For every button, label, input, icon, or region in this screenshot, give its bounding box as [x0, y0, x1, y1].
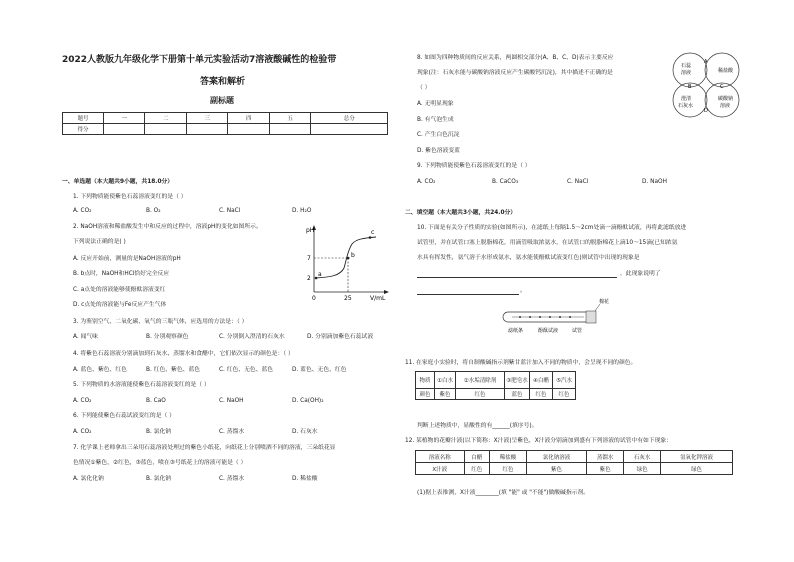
q8-stem-line3: （ ）	[417, 85, 431, 91]
cotton-label: 棉花	[599, 299, 610, 305]
y-tick-7: 7	[307, 255, 311, 262]
section1-heading: 一、单选题（本大题共9小题，共18.0分）	[62, 179, 174, 185]
q12-cell: 溶液名称	[416, 451, 465, 463]
q4-option-c: C. 红色、无色、蓝色	[219, 367, 274, 373]
venn-label-b: B	[688, 84, 692, 90]
q12-cell: 稀盐酸	[489, 451, 526, 463]
q6-option-c: C. 蒸馏水	[219, 429, 245, 435]
q7-option-d: D. 稀盐酸	[292, 476, 318, 482]
venn-label-bl2: 石灰水	[678, 103, 694, 109]
q10-line3: 水具有挥发性，氨气溶于水形成氨水，氨水能使酚酞试液变红色)则试管中出现的现象是	[417, 255, 640, 261]
q2-stem-line1: 2. NaOH溶液和稀盐酸发生中和反应的过程中，溶液pH的变化如图所示。	[73, 224, 262, 230]
q2-option-b: B. b点时，NaOH和HCl恰好完全反应	[73, 271, 170, 277]
q11-cell: 蓝色	[505, 389, 530, 400]
q7-option-b: B. 氯化钠	[146, 476, 172, 482]
q6-option-b: B. 氯化钠	[146, 429, 172, 435]
score-cell	[311, 124, 388, 135]
q11-table	[415, 371, 576, 400]
score-cell: 四	[228, 113, 269, 124]
q1-options	[73, 207, 365, 215]
q9-option-d: D. NaOH	[642, 179, 667, 185]
q11-cell: 红色	[530, 389, 553, 400]
q5-option-d: D. Ca(OH)₂	[292, 398, 324, 404]
venn-label-tr: 稀盐酸	[718, 68, 734, 74]
score-cell: 二	[145, 113, 186, 124]
ph-graph	[300, 222, 395, 304]
point-a	[315, 277, 318, 280]
q11-stem: 11. 在家庭小实验时，将自制酸碱指示剂紫甘蓝汁加入不同的物质中，会呈现不同的颜色。	[405, 360, 637, 366]
x-axis-arrow	[384, 290, 389, 294]
score-cell: 得分	[63, 124, 104, 135]
q7-option-a: A. 氯化化钠	[73, 476, 104, 482]
q10-line5: 。	[520, 288, 526, 294]
section2-heading: 二、填空题（本大题共3小题，共24.0分）	[405, 210, 517, 216]
y-tick-2: 2	[307, 275, 311, 282]
q9-option-c: C. NaCl	[567, 179, 589, 185]
score-cell	[104, 124, 145, 135]
q6-option-a: A. CO₂	[73, 429, 92, 435]
q4-stem: 4. 将紫色石蕊溶液分别滴加到石灰水、蒸馏水和食醋中，它们依次显示的颜色是：（ ）	[73, 351, 294, 357]
q11-cell: ⑤汽水	[553, 372, 576, 389]
q11-row-colors	[416, 389, 576, 400]
venn-label-bl: 澄清	[681, 96, 692, 102]
q5-option-b: B. CaO	[146, 398, 166, 404]
q12-cell: 氯化钠溶液	[526, 451, 586, 463]
score-cell: 一	[104, 113, 145, 124]
q5-options	[73, 397, 365, 405]
q12-footer: (1)据上表推测，X汁液________(填 "能" 或 "不能")做酸碱指示剂。	[417, 490, 590, 496]
q9-option-b: B. CaCO₃	[492, 179, 519, 185]
score-cell: 五	[269, 113, 310, 124]
q1-option-b: B. O₂	[146, 208, 161, 214]
q8-option-b: B. 有气泡生成	[417, 117, 454, 123]
document-subtitle: 答案和解析	[200, 77, 246, 87]
q8-option-c: C. 产生白色沉淀	[417, 132, 460, 138]
x-tick-25: 25	[344, 295, 352, 302]
q12-cell: 红色	[489, 463, 526, 475]
q3-option-a: A. 闻气味	[73, 334, 98, 340]
q3-option-b: B. 分别观察颜色	[146, 334, 189, 340]
q2-option-d: D. c点处的溶液能与Fe反应产生气体	[73, 302, 167, 308]
venn-label-d: D	[704, 108, 708, 114]
score-cell: 总分	[311, 113, 388, 124]
label-b: b	[351, 252, 355, 259]
q3-option-d: D. 分别滴加紫色石蕊试液	[307, 334, 374, 340]
q8-stem-line1: 8. 如图为四种物质间的反应关系，两圆相交部分(A、B、C、D)表示主要反应	[417, 55, 614, 61]
q5-option-a: A. CO₂	[73, 398, 92, 404]
filter-label: 滤纸条	[508, 328, 524, 334]
q11-head: 物质	[416, 372, 435, 389]
q12-cell: 紫色	[587, 463, 624, 475]
q4-option-d: D. 蓝色、无色、红色	[292, 367, 347, 373]
q6-stem: 6. 下列能使紫色石蕊试液变红的是（ ）	[73, 413, 175, 419]
q11-cell: 红色	[456, 389, 505, 400]
q8-option-d: D. 紫色溶液变蓝	[417, 148, 460, 154]
q11-row-items	[416, 372, 576, 389]
venn-label-tl: 石蕊	[681, 63, 692, 69]
q3-options	[73, 333, 373, 341]
x-tick-0: 0	[312, 295, 316, 302]
q3-option-c: C. 分别倒入澄清的石灰水	[219, 334, 285, 340]
score-cell: 题号	[63, 113, 104, 124]
score-cell	[145, 124, 186, 135]
score-cell: 三	[186, 113, 227, 124]
q11-cell: ①白水	[435, 372, 456, 389]
q8-stem-line2: 现象(注：石灰水能与碳酸钠溶液反应产生碳酸钙沉淀)，其中描述不正确的是	[417, 70, 613, 76]
label-c: c	[371, 229, 375, 236]
tube-label: 试管	[572, 328, 583, 334]
q7-stem-line2: 色情况①紫色，②红色，③蓝色，喷在③号纸花上的溶液可能是（ ）	[73, 460, 247, 466]
phenol-label: 酚酞试液	[538, 328, 559, 334]
q2-stem-line2: 下列说法正确的是( )	[73, 239, 126, 245]
q12-cell: X汁液	[416, 463, 465, 475]
cotton-pointer	[595, 304, 600, 311]
test-tube-figure	[500, 296, 620, 336]
q9-option-a: A. CO₂	[417, 179, 436, 185]
point-b	[347, 257, 350, 260]
q4-option-a: A. 蓝色、紫色、红色	[73, 367, 127, 373]
q12-cell: 红色	[464, 463, 489, 475]
q10-blank-2[interactable]	[417, 294, 519, 295]
q11-cell: ④白醋	[530, 372, 553, 389]
score-table-row	[63, 124, 388, 135]
q11-cell: 红色	[553, 389, 576, 400]
q12-header-row	[416, 451, 733, 463]
q10-line1: 10. 下面是有关分子性质的实验(如图所示)，在滤纸上每隔1.5～2cm处滴一滴酚酞试液，再将此滤纸放进	[417, 225, 687, 231]
q10-blank-1[interactable]	[417, 277, 617, 278]
q7-options	[73, 475, 365, 483]
q3-stem: 3. 为鉴别空气、二氧化碳、氧气的三瓶气体，应选用的方法是：（ ）	[73, 319, 248, 325]
score-cell	[186, 124, 227, 135]
q12-cell: 氢氧化钾溶液	[661, 451, 733, 463]
q1-option-d: D. H₂O	[292, 208, 312, 214]
q11-cell: ③肥皂水	[505, 372, 530, 389]
q12-table	[415, 450, 733, 475]
y-axis-label: pH	[306, 227, 315, 234]
q9-stem: 9. 下列物质能使紫色石蕊溶液变红的是（ ）	[417, 163, 531, 169]
q2-option-a: A. 反应开始前，测量的是NaOH溶液的pH	[73, 256, 181, 262]
label-a: a	[318, 271, 322, 278]
q11-cell: ②水垢清除剂	[456, 372, 505, 389]
q9-options	[417, 178, 717, 186]
q12-cell: 蒸馏水	[587, 451, 624, 463]
score-cell	[269, 124, 310, 135]
cotton-plug	[586, 311, 596, 323]
q12-cell: 紫色	[526, 463, 586, 475]
subheading: 副标题	[210, 96, 234, 105]
q11-footer: 判断上述物质中，显酸性的有______(填序号)。	[417, 423, 538, 429]
score-cell	[228, 124, 269, 135]
q5-option-c: C. NaOH	[219, 398, 244, 404]
document-title: 2022人教版九年级化学下册第十单元实验活动7溶液酸碱性的检验带	[62, 55, 337, 65]
q4-option-b: B. 红色、紫色、蓝色	[146, 367, 201, 373]
ph-curve	[316, 237, 376, 278]
q7-stem-line1: 7. 化学课上老师拿出三朵用石蕊溶液处理过的紫色小纸花，向纸花上分别喷洒不同的溶液，三朵纸花显	[73, 445, 336, 451]
q6-option-d: D. 石灰水	[292, 429, 318, 435]
q10-line4: ，此现象说明了	[620, 271, 661, 277]
q5-stem: 5. 下列物质的水溶液能使紫色石蕊溶液变红的是（ ）	[73, 382, 210, 388]
q2-option-c: C. a点处的溶液能够使酚酞溶液变红	[73, 287, 166, 293]
q12-stem: 12. 某植物的花瓣汁液(以下简称：X汁液)呈紫色，X汁液分别滴加到盛有下列溶液的试管中有如下现象：	[405, 438, 672, 444]
q11-head: 颜色	[416, 389, 435, 400]
q7-option-c: C. 蒸馏水	[219, 476, 245, 482]
q1-option-a: A. CO₂	[73, 208, 92, 214]
score-table-header-row	[63, 113, 388, 124]
q6-options	[73, 428, 365, 436]
venn-diagram	[668, 50, 744, 120]
venn-label-br2: 溶液	[720, 103, 731, 109]
q12-cell: 石灰水	[624, 451, 661, 463]
venn-label-c: C	[720, 84, 724, 90]
q12-cell: 绿色	[624, 463, 661, 475]
q1-option-c: C. NaCl	[219, 208, 241, 214]
venn-label-tl2: 溶液	[681, 70, 692, 76]
x-axis-label: V/mL	[370, 295, 386, 302]
q10-line2: 试管里，并在试管口塞上脱脂棉花，用滴管吸取浓氨水，在试管口的脱脂棉花上滴10～15滴(已知浓氨	[417, 240, 678, 246]
score-table	[62, 112, 388, 135]
q4-options	[73, 366, 365, 374]
venn-label-br: 碳酸钠	[718, 96, 734, 102]
q8-option-a: A. 无明显现象	[417, 101, 454, 107]
q12-cell: 白醋	[464, 451, 489, 463]
q12-values-row	[416, 463, 733, 475]
q12-cell: 绿色	[661, 463, 733, 475]
q11-cell: 紫色	[435, 389, 456, 400]
point-c	[369, 236, 372, 239]
q1-stem: 1. 下列物质能使紫色石蕊溶液变红的是（ ）	[73, 194, 187, 200]
venn-label-a: A	[704, 59, 708, 65]
